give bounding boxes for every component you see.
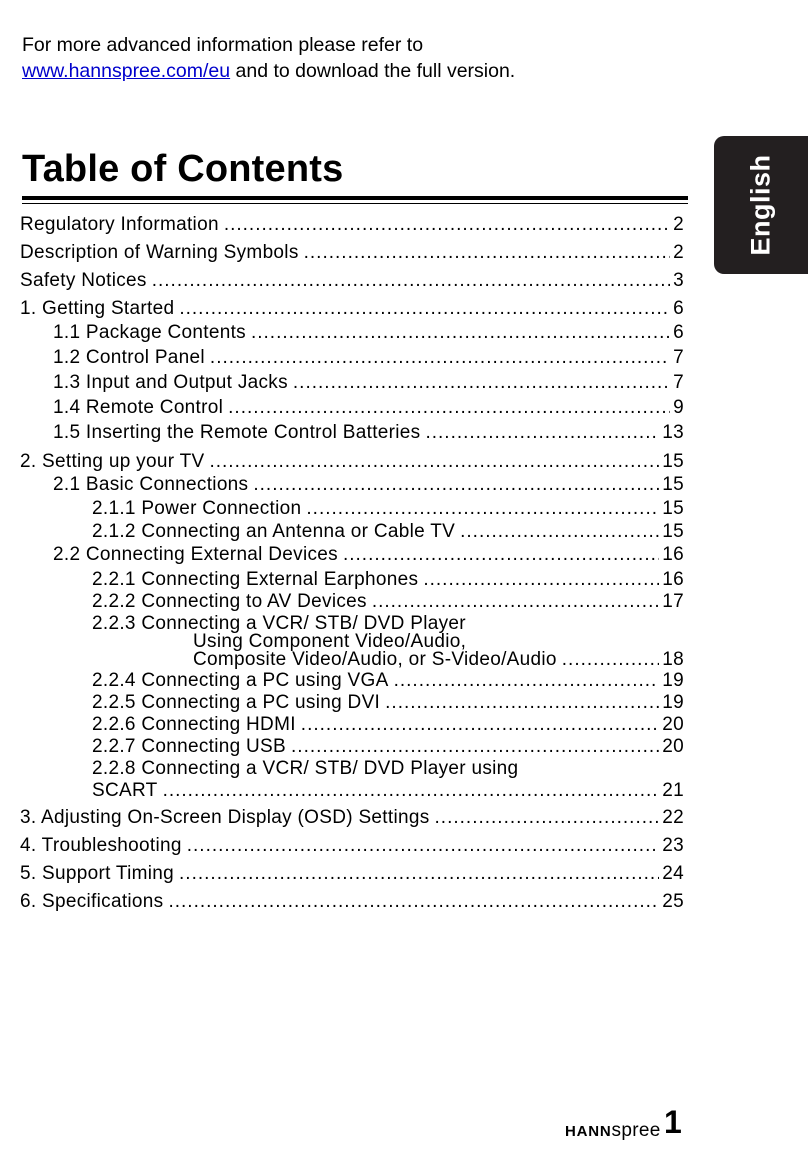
toc-entry-page: 6: [673, 298, 684, 319]
toc-entry[interactable]: [20, 298, 684, 320]
toc-entry-label: Safety Notices: [20, 270, 147, 291]
toc-leader-dots: [187, 835, 660, 857]
toc-entry[interactable]: [53, 347, 684, 369]
toc-entry-label: SCART: [92, 780, 158, 801]
toc-entry-label: 6. Specifications: [20, 891, 164, 912]
toc-entry[interactable]: [193, 649, 684, 671]
toc-leader-dots: [306, 498, 659, 520]
toc-entry-page: 19: [662, 692, 684, 713]
toc-entry-label: 2.2 Connecting External Devices: [53, 544, 338, 565]
toc-entry-page: 16: [662, 544, 684, 565]
language-tab-label: English: [745, 154, 776, 256]
toc-entry[interactable]: [92, 591, 684, 613]
toc-entry[interactable]: [20, 242, 684, 264]
toc-entry-page: 22: [662, 807, 684, 828]
toc-entry[interactable]: [20, 451, 684, 473]
toc-entry-label: Description of Warning Symbols: [20, 242, 299, 263]
toc-leader-dots: [394, 670, 660, 692]
toc-entry-page: 9: [673, 397, 684, 418]
toc-entry[interactable]: [20, 270, 684, 292]
toc-leader-dots: [251, 322, 670, 344]
toc-leader-dots: [293, 372, 670, 394]
toc-entry-label: 1.2 Control Panel: [53, 347, 205, 368]
toc-entry-page: 6: [673, 322, 684, 343]
toc-entry-page: 20: [662, 736, 684, 757]
toc-entry-page: 16: [662, 569, 684, 590]
toc-entry-label-wrapped[interactable]: 2.2.3 Connecting a VCR/ STB/ DVD Player: [92, 613, 466, 634]
hannspree-link[interactable]: www.hannspree.com/eu: [22, 60, 231, 82]
hannspree-logo-bold: HANN: [565, 1123, 612, 1140]
toc-entry-label: 1.4 Remote Control: [53, 397, 224, 418]
toc-entry-label: 1.1 Package Contents: [53, 322, 246, 343]
toc-entry-label: 2.2.7 Connecting USB: [92, 736, 287, 757]
toc-entry-label: Composite Video/Audio, or S-Video/Audio: [193, 649, 557, 670]
toc-entry-page: 7: [673, 347, 684, 368]
toc-entry[interactable]: [92, 780, 684, 802]
toc-leader-dots: [423, 569, 659, 591]
toc-leader-dots: [224, 214, 670, 236]
intro-line-2-rest: and to download the full version.: [230, 60, 516, 82]
toc-entry[interactable]: [20, 863, 684, 885]
intro-line-1: For more advanced information please refer to: [22, 34, 424, 56]
toc-leader-dots: [425, 422, 659, 444]
toc-entry[interactable]: [92, 692, 684, 714]
toc-leader-dots: [210, 347, 670, 369]
toc-entry[interactable]: [53, 544, 684, 566]
hannspree-logo-light: spree: [611, 1120, 661, 1141]
toc-entry[interactable]: [92, 521, 684, 543]
toc-entry-page: 15: [662, 498, 684, 519]
toc-entry[interactable]: [20, 835, 684, 857]
toc-leader-dots: [152, 270, 670, 292]
toc-entry-label: 2.1.1 Power Connection: [92, 498, 302, 519]
toc-leader-dots: [291, 736, 659, 758]
toc-entry[interactable]: [92, 736, 684, 758]
toc-leader-dots: [343, 544, 659, 566]
toc-entry-label: 1.5 Inserting the Remote Control Batteries: [53, 422, 421, 443]
toc-entry-page: 2: [673, 214, 684, 235]
toc-entry-page: 15: [662, 451, 684, 472]
toc-entry-page: 20: [662, 714, 684, 735]
toc-entry[interactable]: [20, 891, 684, 913]
toc-entry-page: 7: [673, 372, 684, 393]
toc-entry[interactable]: [53, 372, 684, 394]
toc-leader-dots: [385, 692, 659, 714]
toc-entry[interactable]: [53, 474, 684, 496]
toc-entry-label: 2. Setting up your TV: [20, 451, 205, 472]
toc-entry-label: 2.2.6 Connecting HDMI: [92, 714, 296, 735]
toc-entry-label: 2.2.1 Connecting External Earphones: [92, 569, 419, 590]
toc-entry[interactable]: [53, 322, 684, 344]
toc-entry-label: 5. Support Timing: [20, 863, 175, 884]
toc-entry[interactable]: [53, 422, 684, 444]
toc-leader-dots: [209, 451, 659, 473]
toc-leader-dots: [435, 807, 660, 829]
toc-entry-page: 3: [673, 270, 684, 291]
toc-entry-label: 1.3 Input and Output Jacks: [53, 372, 288, 393]
toc-entry-page: 17: [662, 591, 684, 612]
toc-entry-label-wrapped: Using Component Video/Audio,: [193, 631, 467, 652]
page-number: 1: [664, 1104, 682, 1140]
toc-entry-label: 2.2.2 Connecting to AV Devices: [92, 591, 367, 612]
toc-leader-dots: [228, 397, 670, 419]
toc-leader-dots: [372, 591, 659, 613]
toc-entry-label: 2.1.2 Connecting an Antenna or Cable TV: [92, 521, 456, 542]
toc-entry-label: Regulatory Information: [20, 214, 219, 235]
toc-entry-label: 4. Troubleshooting: [20, 835, 182, 856]
hannspree-logo: [565, 1120, 661, 1142]
toc-leader-dots: [179, 298, 670, 320]
toc-entry[interactable]: [20, 807, 684, 829]
toc-entry-label: 2.1 Basic Connections: [53, 474, 249, 495]
toc-entry-label-wrapped[interactable]: 2.2.8 Connecting a VCR/ STB/ DVD Player using: [92, 758, 519, 779]
toc-entry-label: 3. Adjusting On-Screen Display (OSD) Settings: [20, 807, 430, 828]
toc-entry-label: 1. Getting Started: [20, 298, 175, 319]
toc-entry-page: 15: [662, 521, 684, 542]
toc-entry-page: 24: [662, 863, 684, 884]
toc-entry-page: 2: [673, 242, 684, 263]
toc-leader-dots: [168, 891, 659, 913]
toc-entry-label: 2.2.5 Connecting a PC using DVI: [92, 692, 381, 713]
toc-leader-dots: [301, 714, 659, 736]
toc-entry[interactable]: [20, 214, 684, 236]
toc-leader-dots: [163, 780, 660, 802]
toc-entry-page: 18: [662, 649, 684, 670]
toc-leader-dots: [253, 474, 659, 496]
toc-entry-page: 15: [662, 474, 684, 495]
toc-leader-dots: [460, 521, 659, 543]
page-title: Table of Contents: [22, 148, 344, 190]
toc-entry[interactable]: [92, 714, 684, 736]
toc-entry-page: 25: [662, 891, 684, 912]
toc-entry-page: 13: [662, 422, 684, 443]
toc-entry-page: 21: [662, 780, 684, 801]
toc-entry-page: 23: [662, 835, 684, 856]
toc-entry[interactable]: [92, 498, 684, 520]
toc-leader-dots: [562, 649, 659, 671]
toc-entry[interactable]: [92, 670, 684, 692]
toc-entry[interactable]: [53, 397, 684, 419]
toc-entry-page: 19: [662, 670, 684, 691]
toc-leader-dots: [179, 863, 659, 885]
toc-leader-dots: [304, 242, 671, 264]
toc-entry[interactable]: [92, 569, 684, 591]
toc-entry-label: 2.2.4 Connecting a PC using VGA: [92, 670, 389, 691]
